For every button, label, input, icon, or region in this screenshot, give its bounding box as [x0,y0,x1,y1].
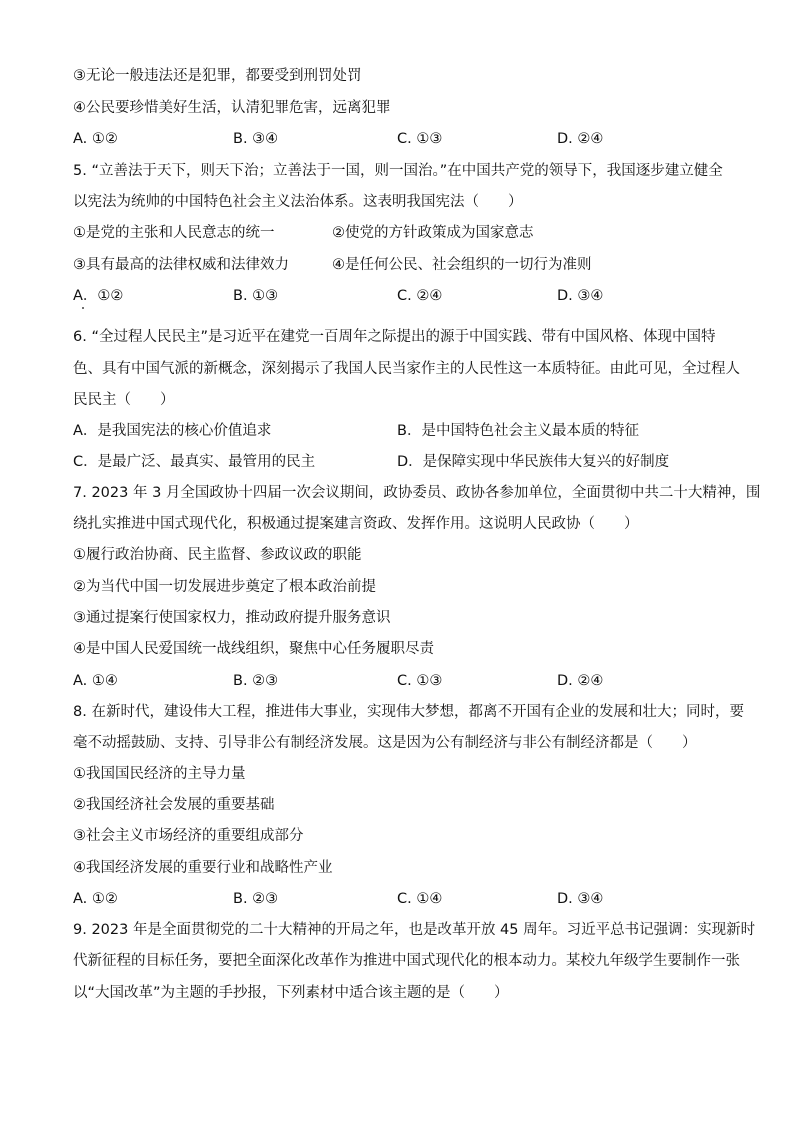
statement-3: ③通过提案行使国家权力，推动政府提升服务意识 [73,610,391,626]
statement-3: ③社会主义市场经济的重要组成部分 [73,828,304,844]
statement-1: ①履行政治协商、民主监督、参政议政的职能 [73,547,362,563]
option-d: D. ③④ [557,288,604,304]
question-stem: 毫不动摇鼓励、支持、引导非公有制经济发展。这是因为公有制经济与非公有制经济都是（ ） [73,735,697,751]
option-a: A. ①② [73,891,118,907]
option-d: D. ②④ [557,131,604,147]
option-c: C. ①③ [397,131,443,147]
statement-3: ③无论一般违法还是犯罪，都要受到刑罚处罚 [73,68,362,84]
question-stem: 以宪法为统帅的中国特色社会主义法治体系。这表明我国宪法（ ） [73,194,523,210]
option-c: C. ①③ [397,673,443,689]
option-d: D. ③④ [557,891,604,907]
option-b: B．是中国特色社会主义最本质的特征 [397,423,639,439]
statement-1: ①我国国民经济的主导力量 [73,766,246,782]
question-stem: 民民主（ ） [73,392,175,408]
option-a: A. ①② [73,131,118,147]
option-c: C. ①④ [397,891,443,907]
option-c: C. ②④ [397,288,443,304]
option-b: B. ②③ [233,891,279,907]
question-stem: 7. 2023 年 3 月全国政协十四届一次会议期间，政协委员、政协各参加单位，全面贯彻中共二十大精神，围 [73,485,761,501]
option-a: A. ①④ [73,673,118,689]
option-d: D．是保障实现中华民族伟大复兴的好制度 [397,454,670,470]
scan-dot [82,307,84,309]
question-stem: 以“大国改革”为主题的手抄报，下列素材中适合该主题的是（ ） [73,985,509,1001]
statement-4: ④是中国人民爱国统一战线组织，聚焦中心任务履职尽责 [73,641,434,657]
statement-3: ③具有最高的法律权威和法律效力 [73,257,289,273]
question-stem: 8. 在新时代，建设伟大工程，推进伟大事业，实现伟大梦想，都离不开国有企业的发展和壮大；同时，要 [73,704,744,720]
option-d: D. ②④ [557,673,604,689]
statement-4: ④我国经济发展的重要行业和战略性产业 [73,860,333,876]
question-stem: 5. “立善法于天下，则天下治；立善法于一国，则一国治。”在中国共产党的领导下，我国逐步建立健全 [73,163,723,179]
statement-4: ④是任何公民、社会组织的一切行为准则 [332,257,592,273]
question-stem: 代新征程的目标任务，要把全面深化改革作为推进中国式现代化的根本动力。某校九年级学生要制作一张 [73,953,740,969]
option-b: B. ②③ [233,673,279,689]
option-a: A．①② [73,288,124,304]
question-stem: 色、具有中国气派的新概念，深刻揭示了我国人民当家作主的人民性这一本质特征。由此可见，全过程人 [73,361,740,377]
option-c: C．是最广泛、最真实、最管用的民主 [73,454,316,470]
statement-2: ②使党的方针政策成为国家意志 [332,225,534,241]
option-b: B. ③④ [233,131,279,147]
question-stem: 9. 2023 年是全面贯彻党的二十大精神的开局之年，也是改革开放 45 周年。习近平总书记强调：实现新时 [73,922,756,938]
option-a: A．是我国宪法的核心价值追求 [73,423,272,439]
option-b: B. ①③ [233,288,279,304]
statement-2: ②为当代中国一切发展进步奠定了根本政治前提 [73,579,376,595]
statement-1: ①是党的主张和人民意志的统一 [73,225,275,241]
statement-2: ②我国经济社会发展的重要基础 [73,797,275,813]
question-stem: 绕扎实推进中国式现代化，积极通过提案建言资政、发挥作用。这说明人民政协（ ） [73,516,639,532]
question-stem: 6. “全过程人民民主”是习近平在建党一百周年之际提出的源于中国实践、带有中国风格、体现中国特 [73,329,716,345]
statement-4: ④公民要珍惜美好生活，认清犯罪危害，远离犯罪 [73,100,391,116]
